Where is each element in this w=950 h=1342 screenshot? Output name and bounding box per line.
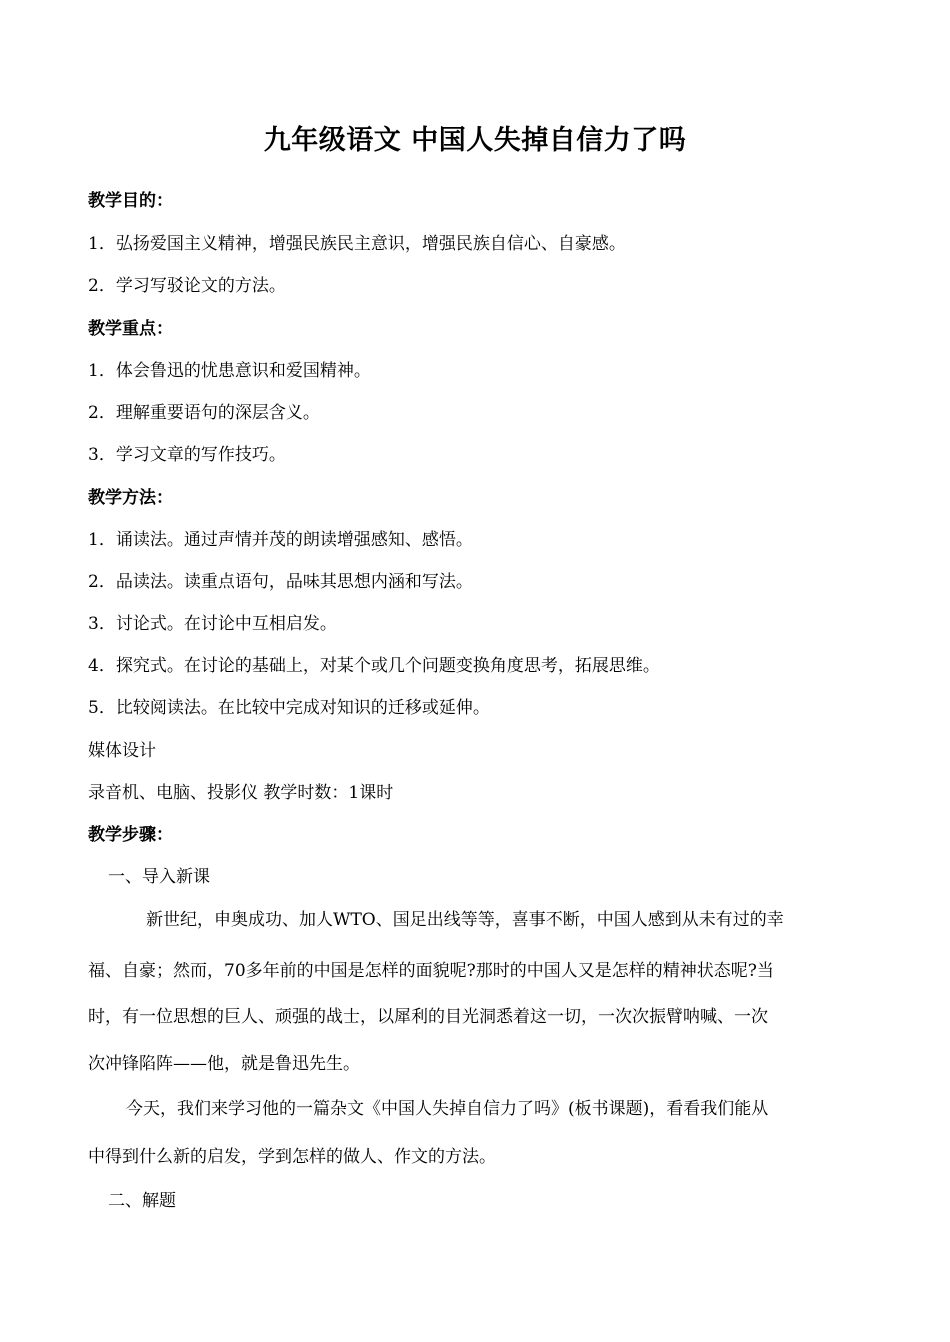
paragraph-line: 中得到什么新的启发，学到怎样的做人、作文的方法。: [88, 1147, 496, 1167]
key-point-item: 2．理解重要语句的深层含义。: [88, 403, 320, 423]
objectives-heading: 教学目的：: [88, 191, 173, 211]
objective-item: 2．学习写驳论文的方法。: [88, 276, 286, 296]
method-item: 1．诵读法。通过声情并茂的朗读增强感知、感悟。: [88, 530, 473, 550]
method-item: 3．讨论式。在讨论中互相启发。: [88, 614, 337, 634]
objective-item: 1．弘扬爱国主义精神，增强民族民主意识，增强民族自信心、自豪感。: [88, 234, 626, 254]
section-title-analysis: 二、解题: [108, 1191, 176, 1211]
methods-heading: 教学方法：: [88, 488, 173, 508]
method-item: 5．比较阅读法。在比较中完成对知识的迁移或延伸。: [88, 698, 490, 718]
section-title-intro: 一、导入新课: [108, 867, 210, 887]
document-title: 九年级语文 中国人失掉自信力了吗: [263, 125, 687, 156]
steps-heading: 教学步骤：: [88, 825, 173, 845]
key-point-item: 3．学习文章的写作技巧。: [88, 445, 286, 465]
paragraph-line: 新世纪，申奥成功、加人WTO、国足出线等等，喜事不断，中国人感到从未有过的幸: [146, 910, 784, 930]
paragraph-line: 时，有一位思想的巨人、顽强的战士，以犀利的目光洞悉着这一切，一次次振臂呐喊、一次: [88, 1007, 768, 1027]
paragraph-line: 福、自豪；然而，70多年前的中国是怎样的面貌呢?那时的中国人又是怎样的精神状态呢?当: [88, 961, 774, 981]
method-item: 2．品读法。读重点语句，品味其思想内涵和写法。: [88, 572, 473, 592]
paragraph-line: 今天，我们来学习他的一篇杂文《中国人失掉自信力了吗》(板书课题)，看看我们能从: [126, 1099, 769, 1119]
method-item: 4．探究式。在讨论的基础上，对某个或几个问题变换角度思考，拓展思维。: [88, 656, 660, 676]
key-point-item: 1．体会鲁迅的忧患意识和爱国精神。: [88, 361, 371, 381]
paragraph-line: 次冲锋陷阵——他，就是鲁迅先生。: [88, 1054, 360, 1074]
media-heading: 媒体设计: [88, 741, 156, 761]
media-text: 录音机、电脑、投影仪 教学时数：1课时: [88, 783, 394, 803]
key-points-heading: 教学重点：: [88, 319, 173, 339]
